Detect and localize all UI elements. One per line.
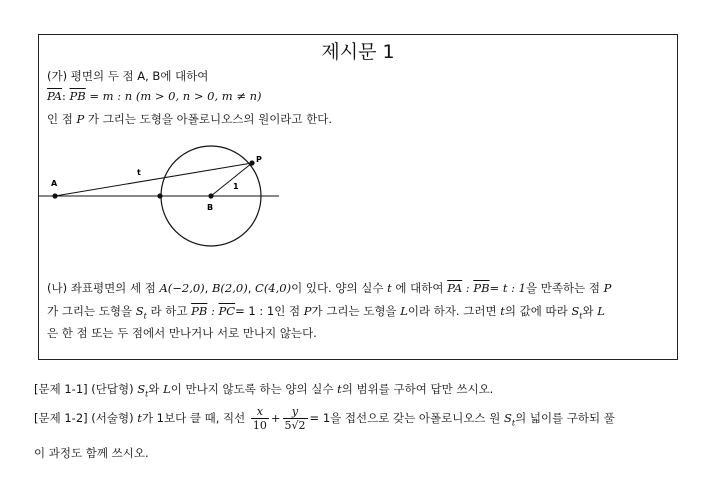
segment-ap (55, 163, 252, 196)
fraction-x: $\frac{x}{10}$ (252, 405, 267, 432)
question-1-2: [문제 1-2] (서술형) t가 1보다 클 때, 직선 $\frac{x}{10}$ + $\frac{y}{5√2}$ = 1을 접선으로 갖는 아폴로니오스 원 $S_t$의 넓이를 구하되 풀 (34, 405, 615, 432)
ga-line1: (가) 평면의 두 점 A, B에 대하여 (47, 69, 209, 83)
point-a (52, 193, 57, 198)
ratio-condition: = m : n (m > 0, n > 0, m ≠ n) (89, 89, 262, 103)
label-1: 1 (233, 182, 239, 191)
label-a: A (51, 179, 58, 188)
point-p (249, 160, 254, 165)
ga-line3: 인 점 P 가 그리는 도형을 아폴로니오스의 원이라고 한다. (47, 112, 333, 126)
label-t: t (137, 168, 141, 177)
passage-title: 제시문 1 (321, 41, 395, 63)
label-b: B (207, 203, 214, 212)
na-line3: 은 한 점 또는 두 점에서 만나거나 서로 만나지 않는다. (47, 326, 317, 340)
fraction-y: $\frac{y}{5√2}$ (284, 405, 306, 432)
apollonius-figure (39, 139, 679, 269)
segment-bp (211, 163, 252, 196)
point-b (208, 193, 213, 198)
passage-box (38, 34, 678, 360)
label-p: P (256, 155, 262, 164)
na-line1: (나) 좌표평면의 세 점 A(−2,0), B(2,0), C(4,0)이 있다. 양의 실수 t 에 대하여 $\overline{PA}$ : $\overline{PB}= t$ : 1을 만족하는 점 P (47, 281, 612, 295)
na-line2: 가 그리는 도형을 $S_t$ 라 하고 $\overline{PB}$ : $\overline{PC}= 1$ : 1인 점 P가 그리는 도형을 L이라 하자. 그러면 t의 값에 따라 $S_t$와 L (47, 304, 605, 321)
segment-pb: $\overline{PB}$ (69, 89, 86, 103)
question-1-1: [문제 1-1] (단답형) $S_t$와 L이 만나지 않도록 하는 양의 실수 t의 범위를 구하여 답만 쓰시오. (34, 382, 494, 399)
question-1-2-line2: 이 과정도 함께 쓰시오. (34, 446, 149, 460)
ga-ratio: $\overline{PA}$: $\overline{PB} = m$ : n (m > 0, n > 0, m ≠ n) (47, 89, 262, 103)
point-intersection (157, 193, 162, 198)
segment-pa: $\overline{PA}$ (47, 89, 62, 103)
